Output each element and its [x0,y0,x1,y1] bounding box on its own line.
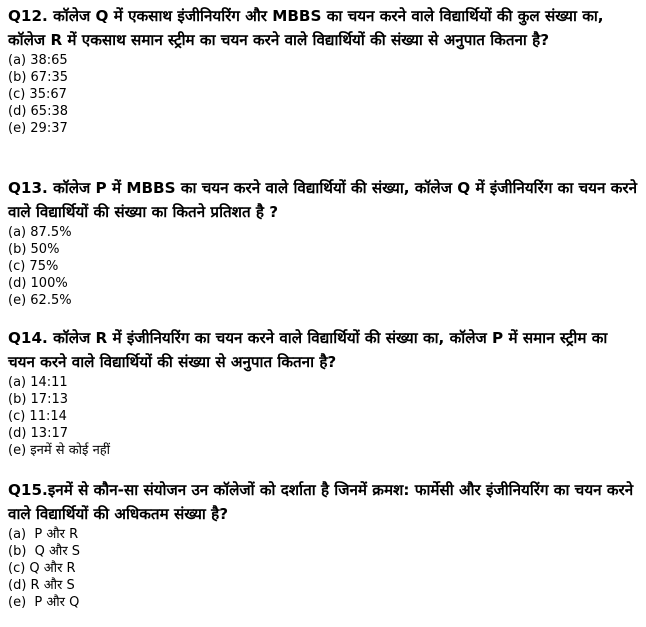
question-15 [8,478,638,611]
option-c: (c) 35:67 [8,87,67,102]
question-14 [8,326,638,459]
option-b: (b) Q और S [8,544,81,559]
option-b: (b) 17:13 [8,392,68,407]
option-a: (a) 38:65 [8,53,68,68]
option-b: (b) 67:35 [8,70,68,85]
option-c: (c) 75% [8,259,59,274]
question-text: Q14. कॉलेज R में इंजीनियरिंग का चयन करने वाले विद्यार्थियों की संख्या का, कॉलेज P में समान स्ट्रीम का चयन करने वाले विद्यार्थियों की संख्या से अनुपात कितना है? [8,329,608,371]
option-a: (a) P और R [8,527,79,542]
option-d: (d) 65:38 [8,104,68,119]
question-text: Q15.इनमें से कौन-सा संयोजन उन कॉलेजों को दर्शाता है जिनमें क्रमश: फार्मेसी और इंजीनियरिंग का चयन करने वाले विद्यार्थियों की अधिकतम संख्या है? [8,481,634,523]
options-list [8,224,638,309]
option-d: (d) 13:17 [8,426,68,441]
question-text: Q12. कॉलेज Q में एकसाथ इंजीनियरिंग और MBBS का चयन करने वाले विद्यार्थियों की कुल संख्या का, कॉलेज R में एकसाथ समान स्ट्रीम का चयन करने वाले विद्यार्थियों की संख्या से अनुपात कितना है? [8,7,604,49]
option-e: (e) 62.5% [8,293,72,308]
option-b: (b) 50% [8,242,60,257]
option-c: (c) 11:14 [8,409,67,424]
options-list [8,374,638,459]
option-e: (e) 29:37 [8,121,68,136]
option-a: (a) 14:11 [8,375,68,390]
question-13 [8,176,638,309]
question-12 [8,4,638,137]
options-list [8,526,638,611]
option-e: (e) इनमें से कोई नहीं [8,443,111,458]
option-a: (a) 87.5% [8,225,72,240]
options-list [8,52,638,137]
question-text: Q13. कॉलेज P में MBBS का चयन करने वाले विद्यार्थियों की संख्या, कॉलेज Q में इंजीनियरिंग का चयन करने वाले विद्यार्थियों की संख्या का कितने प्रतिशत है ? [8,179,638,221]
option-e: (e) P और Q [8,595,80,610]
option-d: (d) 100% [8,276,68,291]
option-c: (c) Q और R [8,561,76,576]
option-d: (d) R और S [8,578,75,593]
